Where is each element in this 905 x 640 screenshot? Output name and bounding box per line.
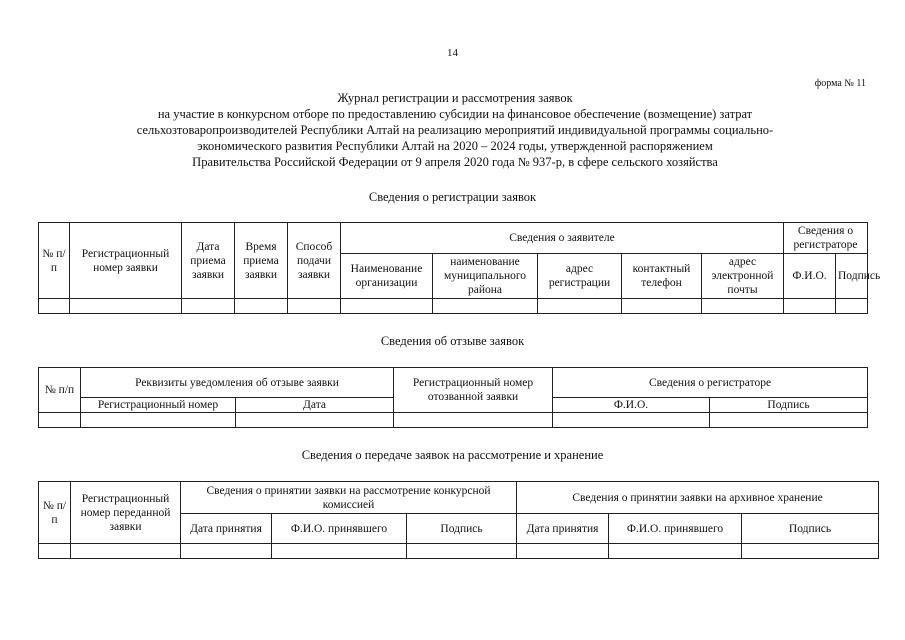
group-notice: Реквизиты уведомления об отзыве заявки: [81, 368, 394, 398]
col-commission-date: Дата принятия: [181, 514, 272, 544]
col-notice-date: Дата: [236, 398, 394, 413]
transfer-section-title: Сведения о передаче заявок на рассмотрение и хранение: [301, 448, 604, 462]
transfer-table: [38, 481, 879, 559]
col-fio: Ф.И.О.: [553, 398, 710, 413]
table-row: [39, 413, 868, 428]
col-signature: Подпись: [710, 398, 868, 413]
col-date: Дата приема заявки: [182, 223, 235, 299]
col-reg-number: Регистрационный номер заявки: [70, 223, 182, 299]
heading-line-2: на участие в конкурсном отборе по предоставлению субсидии на финансовое обеспечение (возмещение) затрат: [157, 107, 753, 121]
col-num: № п/п: [39, 482, 71, 544]
withdrawal-table: [38, 367, 868, 428]
col-district: наименование муниципального района: [433, 254, 538, 299]
col-email: адрес электронной почты: [702, 254, 784, 299]
col-reg-address: адрес регистрации: [538, 254, 622, 299]
group-registrar: Сведения о регистраторе: [784, 223, 868, 254]
group-applicant: Сведения о заявителе: [341, 223, 784, 254]
group-archive: Сведения о принятии заявки на архивное хранение: [517, 482, 879, 514]
table-row: [39, 544, 879, 559]
registration-table: [38, 222, 881, 314]
heading-line-5: Правительства Российской Федерации от 9 апреля 2020 года № 937-р, в сфере сельского хозяйства: [192, 155, 718, 169]
col-time: Время приема заявки: [235, 223, 288, 299]
col-phone: контактный телефон: [622, 254, 702, 299]
col-reg-number: Регистрационный номер переданной заявки: [71, 482, 181, 544]
col-commission-signature: Подпись: [407, 514, 517, 544]
group-commission: Сведения о принятии заявки на рассмотрение конкурсной комиссией: [181, 482, 517, 514]
col-method: Способ подачи заявки: [288, 223, 341, 299]
heading-line-4: экономического развития Республики Алтай на 2020 – 2024 годы, утвержденной распоряжением: [197, 139, 713, 153]
heading-line-3: сельхозтоваропроизводителей Республики Алтай на реализацию мероприятий индивидуальной программы социально-: [136, 123, 774, 137]
form-label: форма № 11: [814, 78, 866, 89]
col-num: № п/п: [39, 368, 81, 413]
page-number: 14: [447, 47, 458, 59]
col-signature: Подпись: [836, 254, 868, 299]
col-num: № п/п: [39, 223, 70, 299]
registration-section-title: Сведения о регистрации заявок: [368, 190, 537, 204]
col-withdrawn-number: Регистрационный номер отозванной заявки: [394, 368, 553, 413]
col-org-name: Наименование организации: [341, 254, 433, 299]
col-notice-reg: Регистрационный номер: [81, 398, 236, 413]
document-heading: [90, 90, 820, 170]
col-archive-signature: Подпись: [742, 514, 879, 544]
col-archive-date: Дата принятия: [517, 514, 609, 544]
group-registrar: Сведения о регистраторе: [553, 368, 868, 398]
col-fio: Ф.И.О.: [784, 254, 836, 299]
heading-line-1: Журнал регистрации и рассмотрения заявок: [337, 91, 573, 105]
table-row: [39, 299, 868, 314]
withdrawal-section-title: Сведения об отзыве заявок: [380, 334, 525, 348]
col-archive-fio: Ф.И.О. принявшего: [609, 514, 742, 544]
col-commission-fio: Ф.И.О. принявшего: [272, 514, 407, 544]
